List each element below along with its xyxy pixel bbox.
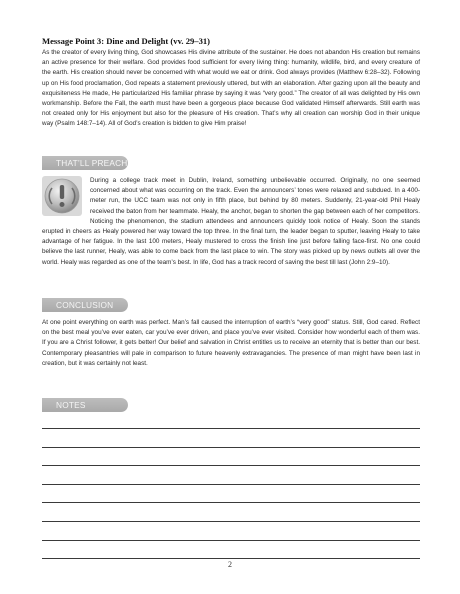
thatll-preach-tab: THAT’LL PREACH — [42, 156, 128, 170]
note-line[interactable] — [42, 502, 420, 503]
note-line[interactable] — [42, 465, 420, 466]
note-line[interactable] — [42, 540, 420, 541]
message-point-heading: Message Point 3: Dine and Delight (vv. 29–31) — [42, 36, 211, 46]
note-line[interactable] — [42, 428, 420, 429]
note-line[interactable] — [42, 558, 420, 559]
conclusion-tab: CONCLUSION — [42, 298, 128, 312]
notes-tab: NOTES — [42, 398, 128, 412]
conclusion-body: At one point everything on earth was perfect. Man’s fall caused the interruption of earth’s “very good” status. Still, God cared. Reflect on the best meal you’ve ever eaten, car you’ve ever driven, and place you’ve ever visited. Consider how wonderful each of them was. If you are a Christ follower, it gets better! Our belief and salvation in Christ entitles us to receive an eternity that is better than our best. Contemporary pleasantries will pale in comparison to future heavenly extravagancies. The presence of man might have been last in creation, but it was certainly not least. — [42, 319, 420, 367]
note-line[interactable] — [42, 447, 420, 448]
notes-lines — [42, 428, 420, 577]
thatll-preach-body: During a college track meet in Dublin, Ireland, something unbelievable occurred. Originally, no one seemed concerned about what was occurring on the track. Even the announcers’ tones were relaxed and subdued. In a 400-meter run, the UCC team was not only in fifth place, but behind by 80 meters. Suddenly, 21-year-old Phil Healy received the baton from her teammate. Healy, the anchor, began to shorten the gap between each of her competitors. Noticing the phenomenon, the stadium attendees and announcers quickly took notice of Healy. Soon the stands erupted in cheers as Healy powered her way toward the top three. In the final turn, the leader began to sputter, leaving Healy to take advantage of her fatigue. In the last 100 meters, Healy mustered to cross the finish line just before falling face-first. No one could believe the last runner, Healy, was able to come back from the last place to win. The story was picked up by news outlets all over the world. Healy was regarded as one of the team’s best. In life, God has a track record of saving the best till last (John 2:9–10). — [42, 177, 420, 266]
note-line[interactable] — [42, 521, 420, 522]
page-number: 2 — [228, 560, 232, 569]
exclamation-icon — [42, 176, 82, 216]
message-point-section — [42, 36, 420, 130]
message-point-body: As the creator of every living thing, God showcases His divine attribute of the sustainer. He does not abandon His creation but remains an active presence for their welfare. God provides food sufficient for every living thing: humanity, wildlife, bird, and every creature of the earth. His creation should never be concerned with what would we eat or drink. God always provides (Matthew 6:28–32). Following up on His food proclamation, God repeats a statement previously uttered, but with an elaboration. After gazing upon all the beauty and exquisiteness He made, He particularized His familiar phrase by saying it was “very good.” The creator of all was delighted by His own workmanship. Before the Fall, the earth must have been a gorgeous place because God validated Himself afterwards. Still earth was not created only for His enjoyment but also for the pleasure of His creation. That’s why all creation can worship God in their unique way (Psalm 148:7–14). All of God’s creation is bidden to give Him praise! — [42, 49, 420, 128]
note-line[interactable] — [42, 484, 420, 485]
